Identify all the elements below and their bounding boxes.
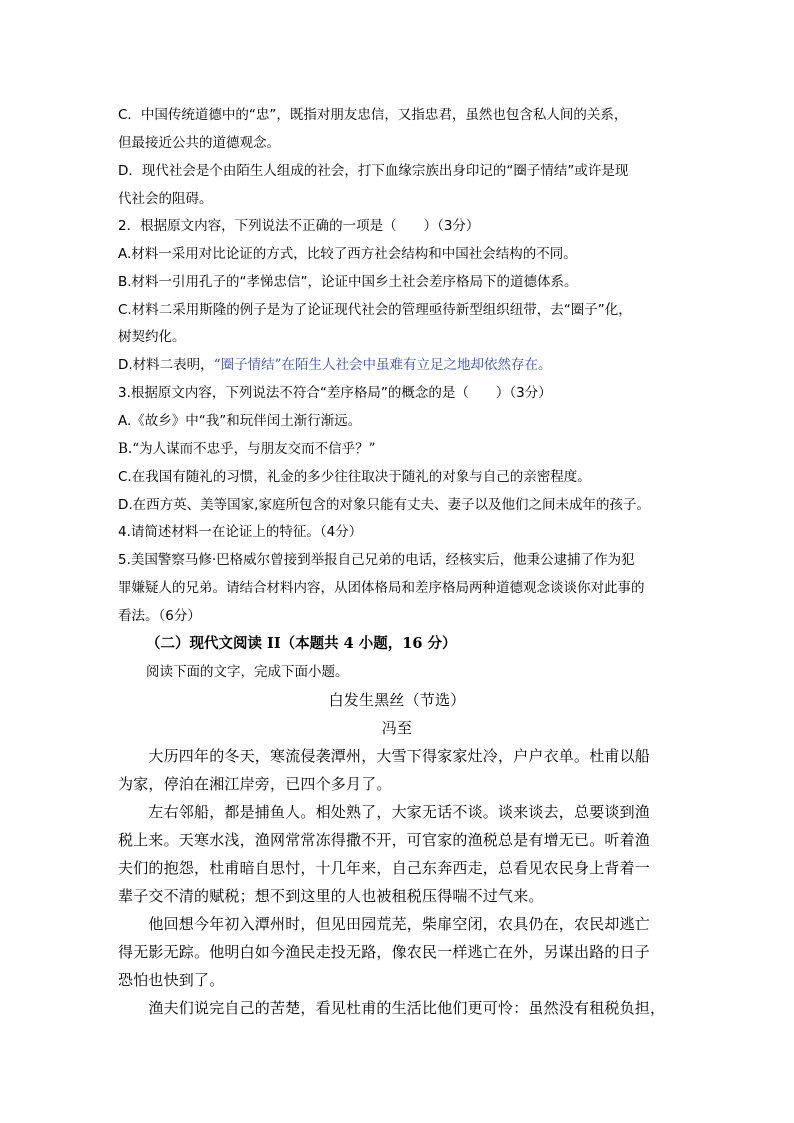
question-5-line-1: 5.美国警察马修·巴格威尔曾接到举报自己兄弟的电话，经核实后，他秉公逮捕了作为犯 <box>118 552 635 568</box>
question-2-option-c-line-2: 树契约化。 <box>118 329 186 345</box>
question-2-option-c-line-1: C.材料二采用斯隆的例子是为了论证现代社会的管理亟待新型组织纽带，去“圈子”化， <box>118 302 632 318</box>
question-3-option-d: D.在西方英、美等国家,家庭所包含的对象只能有丈夫、妻子以及他们之间未成年的孩子。 <box>118 497 650 513</box>
passage-line: 辈子交不清的赋税；想不到这里的人也被租税压得喘不过气来。 <box>118 887 544 905</box>
question-2-option-d-highlight: “圈子情结”在陌生人社会中虽难有立足之地却依然存在。 <box>213 357 552 373</box>
passage-line: 为家，停泊在湘江岸旁，已四个多月了。 <box>118 775 392 793</box>
passage-title: 白发生黑丝（节选） <box>328 691 466 709</box>
question-1-option-d-line-2: 代社会的阻碍。 <box>118 191 213 207</box>
passage-line: 得无影无踪。他明白如今渔民走投无路，像农民一样逃亡在外，另谋出路的日子 <box>118 943 651 961</box>
question-3-option-a: A.《故乡》中“我”和玩伴闰土渐行渐远。 <box>118 413 362 429</box>
question-2-option-b: B.材料一引用孔子的“孝悌忠信”，论证中国乡土社会差序格局下的道德体系。 <box>118 274 578 290</box>
question-5-line-2: 罪嫌疑人的兄弟。请结合材料内容，从团体格局和差序格局两种道德观念谈谈你对此事的 <box>118 580 645 596</box>
question-4: 4.请简述材料一在论证上的特征。（4分） <box>118 524 363 540</box>
passage-line: 左右邻船，都是捕鱼人。相处熟了，大家无话不谈。谈来谈去，总要谈到渔 <box>118 803 651 821</box>
passage-line: 渔夫们说完自己的苦楚，看见杜甫的生活比他们更可怜：虽然没有租税负担， <box>118 999 666 1017</box>
question-2-option-d-prefix: D.材料二表明， <box>118 357 214 373</box>
question-3-stem: 3.根据原文内容，下列说法不符合“差序格局”的概念的是（ ）（3分） <box>118 385 552 401</box>
passage-author: 冯至 <box>381 719 413 737</box>
passage-line: 他回想今年初入潭州时，但见田园荒芜，柴扉空闭，农具仍在，农民却逃亡 <box>118 915 651 933</box>
question-2-option-d <box>118 355 552 375</box>
question-2-stem: 2．根据原文内容，下列说法不正确的一项是（ ）（3分） <box>118 218 480 234</box>
question-5-line-3: 看法。（6分） <box>118 608 201 624</box>
passage-line: 夫们的抱怨，杜甫暗自思忖，十几年来，自己东奔西走，总看见农民身上背着一 <box>118 859 651 877</box>
question-2-option-a: A.材料一采用对比论证的方式，比较了西方社会结构和中国社会结构的不同。 <box>118 246 577 262</box>
question-3-option-c: C.在我国有随礼的习惯，礼金的多少往往取决于随礼的对象与自己的亲密程度。 <box>118 469 591 485</box>
passage-line: 大历四年的冬天，寒流侵袭潭州，大雪下得家家灶冷，户户衣单。杜甫以船 <box>118 747 651 765</box>
section-instruction: 阅读下面的文字，完成下面小题。 <box>146 664 349 680</box>
section-heading: （二）现代文阅读 II（本题共 4 小题，16 分） <box>146 635 457 652</box>
passage-line: 税上来。天寒水浅，渔网常常冻得撒不开，可官家的渔税总是有增无已。听着渔 <box>118 831 651 849</box>
question-1-option-d-line-1: D．现代社会是个由陌生人组成的社会，打下血缘宗族出身印记的“圈子情结”或许是现 <box>118 163 629 179</box>
passage-line: 恐怕也快到了。 <box>118 971 225 989</box>
question-1-option-c-line-1: C．中国传统道德中的“忠”，既指对朋友忠信，又指忠君，虽然也包含私人间的关系， <box>118 107 628 123</box>
question-1-option-c-line-2: 但最接近公共的道德观念。 <box>118 135 280 151</box>
question-3-option-b: B.“为人谋而不忠乎，与朋友交而不信乎？” <box>118 441 376 457</box>
